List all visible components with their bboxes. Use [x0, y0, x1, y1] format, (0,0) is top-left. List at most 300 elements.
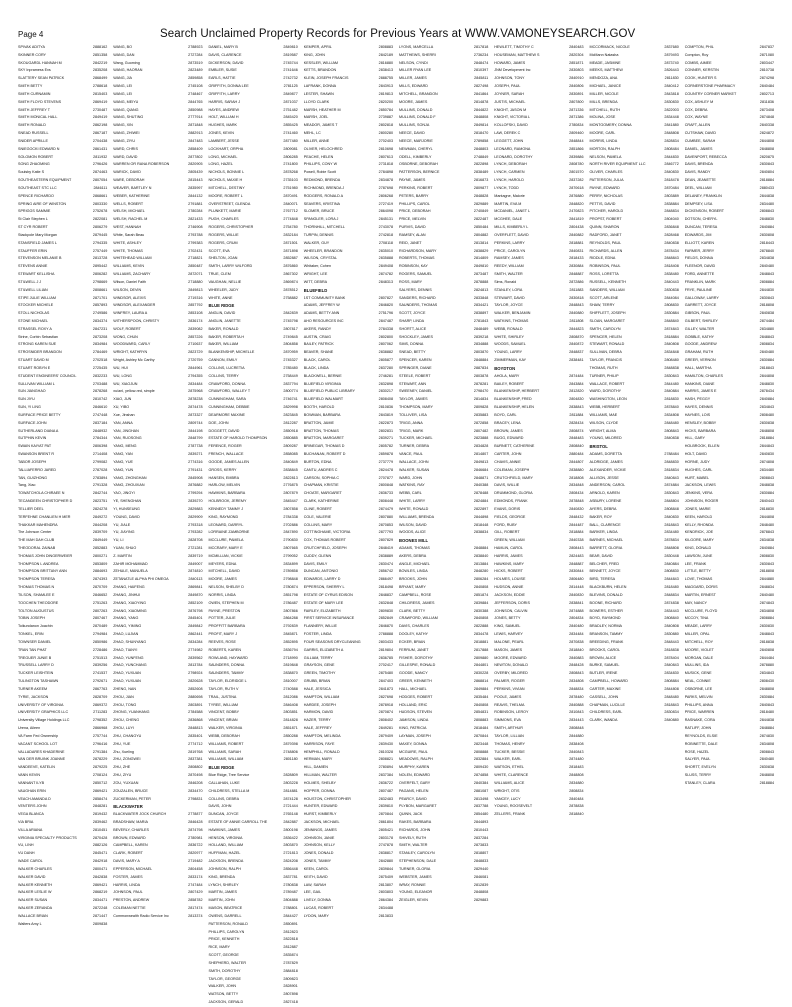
property-record [113, 670, 204, 678]
owner-name: VIRGINIA SPECIALTY PRODUCTS [18, 835, 77, 840]
owner-name: VAUGHAN, NELLIE [208, 279, 242, 284]
record-id: 2847483 [188, 138, 203, 143]
record-id: 2728486 [92, 647, 108, 652]
record-id: 2864288 [283, 616, 298, 621]
owner-name: ZHOU, JIAN [113, 694, 134, 699]
property-record [113, 107, 204, 115]
record-id: 2857792 [188, 303, 203, 308]
property-record [590, 686, 681, 694]
property-record [18, 451, 109, 459]
owner-name: BAILEY, ROBERT [494, 381, 525, 386]
owner-name: REAVIS, THELMA [494, 702, 525, 707]
property-record [304, 514, 395, 522]
owner-name: PURVIS, DAVID [399, 225, 426, 230]
record-id: 2808843 [569, 671, 584, 676]
record-id: 2840884 [759, 397, 774, 402]
property-record [18, 271, 109, 279]
owner-name: GARRIS, ELIZABETH A [303, 647, 344, 652]
property-record [304, 741, 395, 749]
property-record [113, 709, 204, 717]
property-record [399, 396, 490, 404]
record-id: 2874808 [759, 459, 774, 464]
record-id: 2840412 [664, 84, 679, 89]
owner-name: BAKER, WILLIAM [208, 342, 239, 347]
owner-name: ZHANG, YANG [113, 616, 139, 621]
property-record [304, 568, 395, 576]
record-id: 2848871 [473, 475, 489, 480]
record-id: 2853809 [92, 561, 108, 566]
record-id: 2878404 [664, 655, 679, 660]
property-record [18, 334, 109, 342]
property-record [18, 584, 109, 592]
record-id: 2839886 [569, 154, 584, 159]
owner-name: LAYMAN, JOSEPH [399, 733, 431, 738]
owner-name: WRIGHT, OTIS [494, 788, 520, 793]
record-id: 2840843 [569, 749, 584, 754]
owner-name: HAYES, ANDREW [208, 107, 239, 112]
owner-name: WILLIAMS, ZACHARY [113, 272, 151, 277]
owner-name: JACKSON, BRENDA [208, 859, 244, 864]
record-id: 2840830 [759, 452, 774, 457]
property-record [113, 874, 204, 882]
property-record [18, 341, 109, 349]
record-id: 2721813 [283, 851, 298, 856]
property-record [113, 75, 204, 83]
owner-name: COLLINS, LUCRETIA [208, 365, 245, 370]
property-record [18, 608, 109, 616]
owner-name: DOE, JOHN [208, 420, 229, 425]
property-record [304, 404, 395, 412]
record-id: 2834480 [759, 201, 774, 206]
property-record [209, 537, 300, 545]
owner-name: OWEN, STEPHEN M [208, 600, 244, 605]
owner-name: SANDERS, WILLIAM [589, 287, 625, 292]
property-record [399, 412, 490, 420]
record-id: 2872248 [92, 906, 108, 911]
record-id: 2735103 [283, 178, 298, 183]
record-id: 2845908 [188, 475, 203, 480]
owner-name: HENSLEY, BOBBY [684, 420, 717, 425]
record-id: 2808888 [473, 749, 489, 754]
property-record [18, 709, 109, 717]
record-id: 2819848 [283, 663, 298, 668]
property-record [685, 60, 776, 68]
owner-name: JACKSON, LEWIS [684, 483, 716, 488]
record-id: 2840480 [569, 624, 584, 629]
owner-name: ZHANG, YIMING [113, 624, 142, 629]
owner-name: JOSEPH, PAUL [494, 84, 521, 89]
property-record [209, 388, 300, 396]
owner-name: ROGERS, WILLIE [208, 232, 239, 237]
record-id: 2870959 [283, 350, 298, 355]
property-record [494, 263, 585, 271]
property-record [209, 796, 300, 804]
record-id: 2806284 [473, 577, 489, 582]
owner-name: STANLEY, CAROLYN [399, 851, 435, 856]
record-id: 2807062 [378, 342, 393, 347]
owner-name: DEARMORE MAXINE [208, 412, 245, 417]
owner-name: WHITEHEAD WILLIAM [113, 256, 152, 261]
record-id: 2834484 [188, 381, 203, 386]
property-record [113, 208, 204, 216]
property-record [113, 584, 204, 592]
record-id: 2809744 [188, 420, 203, 425]
record-id: 2748467 [188, 91, 203, 96]
owner-name: STUDENT ENGINEERS' COUNCIL [18, 373, 77, 378]
owner-name: TUCKER, MICHAEL [399, 436, 433, 441]
property-record [18, 349, 109, 357]
owner-name: JAMISON, LINDA [399, 718, 429, 723]
record-id: 2808830 [759, 553, 774, 558]
owner-name: PLYBON, MARGARET [399, 804, 437, 809]
record-id: 2840883 [569, 655, 584, 660]
property-record [685, 475, 776, 483]
owner-name: TRIGG, MARK [399, 428, 424, 433]
record-id: 2810451 [92, 827, 108, 832]
property-record [685, 107, 776, 115]
owner-name: HAMPTON, WILLIAM [303, 694, 340, 699]
property-record [113, 537, 204, 545]
owner-name: CLARK, BETTY [399, 608, 426, 613]
record-id: 2834848 [569, 483, 584, 488]
record-id: 2850891 [283, 921, 298, 926]
owner-name: Commonwealth Radio Service Inc [113, 913, 169, 918]
record-id: 2844823 [569, 326, 584, 331]
owner-name: THORNHILL, MITCHELL [303, 225, 345, 230]
record-id: 2808843 [759, 209, 774, 214]
owner-name: RICE, MARY [208, 945, 230, 950]
owner-name: HARRIS, JAMES [494, 553, 523, 558]
record-id: 2869841 [188, 585, 203, 590]
owner-name: FORD, ANNETTE [684, 272, 715, 277]
record-id: 2848804 [664, 499, 679, 504]
record-id: 2811884 [569, 412, 584, 417]
property-record [590, 310, 681, 318]
property-record [209, 897, 300, 905]
owner-name: OVERBY, MILDRED [494, 671, 528, 676]
owner-name: DELANEY, FRANKLIN [684, 193, 722, 198]
record-id: 2847403 [378, 679, 393, 684]
owner-name: WALKER DAVID [18, 874, 46, 879]
owner-name: WHITE, RONALD [399, 506, 429, 511]
record-id: 2818838 [759, 639, 774, 644]
record-id: 2834830 [664, 671, 679, 676]
property-record [209, 615, 300, 623]
record-id: 2840443 [664, 279, 679, 284]
owner-name: WOLF, ROBERT [113, 326, 141, 331]
owner-name: TALLIAFERRO JARED [18, 467, 57, 472]
property-record [113, 287, 204, 295]
owner-name: LEGGETT, JOHN [494, 138, 524, 143]
record-id: 2870491 [283, 193, 298, 198]
property-record [209, 224, 300, 232]
owner-name: BRADSHAW, MARIA [113, 819, 148, 824]
property-record [590, 60, 681, 68]
owner-name: WINDSOR, ALEXANDER [113, 303, 156, 308]
record-id: 2745327 [283, 358, 298, 363]
owner-name: CUMBEE, SARAH [684, 138, 716, 143]
record-id: 2812887 [283, 945, 298, 950]
owner-name: MENDOZA, ANA [589, 76, 618, 81]
owner-name: WILLIAMS, SARAH [208, 749, 241, 754]
record-id: 2818881 [569, 240, 584, 245]
owner-name: BOONE, RICHARD [589, 600, 622, 605]
property-record [590, 67, 681, 75]
owner-name: PATTERSON, JULIA [589, 178, 624, 183]
property-record [399, 670, 490, 678]
property-record [494, 146, 585, 154]
owner-name: Mantagne, Malorie [494, 193, 525, 198]
record-id: 2818884 [569, 530, 584, 535]
property-record [685, 271, 776, 279]
property-record [399, 827, 490, 835]
owner-name: BROWN, ALICE [589, 655, 617, 660]
owner-name: HILLMAN, WALTER [303, 773, 337, 778]
property-record [685, 318, 776, 326]
record-id: 2714408 [92, 452, 108, 457]
owner-name: FIRST SERVICE INSURANCE [303, 616, 355, 621]
owner-name: The Johnson Center [18, 530, 52, 535]
record-id: 2799052 [283, 553, 298, 558]
record-id: 2841819 [569, 217, 584, 222]
owner-name: PLUNKETT, MARIE [208, 209, 242, 214]
record-id: 2844765 [188, 99, 203, 104]
owner-name: VANDEEVE, KATELIN [18, 765, 55, 770]
owner-name: CUNNINGHAM, SARA [208, 397, 246, 402]
owner-name: BROWN, JAMES [494, 428, 523, 433]
property-record [304, 263, 395, 271]
record-id: 2810443 [473, 827, 489, 832]
owner-name: SEAVERS, KRISTINA [303, 201, 340, 206]
property-record [304, 334, 395, 342]
owner-name: SAUNDERS, THOMAS [399, 303, 438, 308]
owner-name: KOLLOFSKI, DAVID [494, 123, 528, 128]
owner-name: WARE, DEBORAH [113, 178, 145, 183]
property-record [209, 678, 300, 686]
owner-name: FIELDS, DONNA [684, 256, 714, 261]
owner-name: BLANKENSHIP, HERBERT [494, 389, 540, 394]
owner-name: YANG, YAN [113, 452, 133, 457]
record-id: 2819432 [92, 812, 108, 817]
owner-name: NORRIS, LINDA [208, 592, 236, 597]
owner-name: ROWLAND, HAYWARD [208, 655, 248, 660]
record-id: 2785480 [283, 365, 298, 370]
record-id: 2832483 [378, 796, 393, 801]
property-record [18, 357, 109, 365]
property-record [685, 725, 776, 733]
owner-name: GILLESPIE, RONALD [399, 663, 436, 668]
property-record [113, 122, 204, 130]
owner-name: WHITE, THOMAS [113, 248, 143, 253]
property-record [399, 420, 490, 428]
record-id: 2848834 [759, 585, 774, 590]
property-record [399, 475, 490, 483]
owner-name: MALONE, PEARL [494, 639, 524, 644]
record-id: 2834880 [759, 326, 774, 331]
record-id: 2848803 [473, 146, 489, 151]
property-record [304, 608, 395, 616]
property-record [399, 44, 490, 52]
owner-name: STEWART, RONALD [589, 342, 625, 347]
record-id: 2850988 [188, 107, 203, 112]
listing-column [18, 44, 109, 926]
property-record [209, 240, 300, 248]
property-record [685, 404, 776, 412]
owner-name: ZOUZALEN, BRUCE [113, 788, 148, 793]
owner-name: SUN JIYU [18, 397, 35, 402]
owner-name: HEWLETT, TIMOTHY C [494, 45, 534, 49]
record-id: 2702886 [283, 522, 298, 527]
owner-name: SHIFFLETT, JOSEPH [589, 311, 626, 316]
record-id: 2866968 [92, 726, 108, 731]
record-id: 2847231 [92, 326, 108, 331]
property-record [590, 475, 681, 483]
owner-name: MARTIN, JOHN [208, 898, 235, 903]
property-record [304, 295, 395, 303]
owner-name: KESSLER, WILLIAM [303, 60, 338, 65]
owner-name: BLUEFIELD VIRGINIA [303, 381, 342, 386]
record-id: 2818830 [664, 397, 679, 402]
property-record [494, 396, 585, 404]
property-record [18, 482, 109, 490]
record-id: 2837384 [378, 773, 393, 778]
property-record [209, 694, 300, 702]
property-record [590, 623, 681, 631]
record-id: 2830818 [569, 295, 584, 300]
owner-name: SNIDER APRILLE [18, 138, 48, 143]
property-record [494, 216, 585, 224]
owner-name: WANG, ZIYU [113, 138, 136, 143]
property-record [113, 138, 204, 146]
property-record [304, 545, 395, 553]
record-id: 2850487 [188, 264, 203, 269]
owner-name: COLEMAN, JOSEPH [494, 467, 530, 472]
owner-name: TOOCHEN THEODORE [18, 600, 59, 605]
property-record [18, 842, 109, 850]
property-record [685, 647, 776, 655]
record-id: 2747484 [188, 882, 203, 887]
property-record [304, 279, 395, 287]
property-record [304, 796, 395, 804]
record-id: 2830803 [569, 68, 584, 73]
owner-name: MITCHELL, RUTH [589, 107, 621, 112]
property-record [18, 302, 109, 310]
property-record [18, 811, 109, 819]
record-id: 2822818 [283, 937, 298, 942]
record-id: 2841880 [664, 123, 679, 128]
record-id: 2835888 [378, 256, 393, 261]
property-record [304, 435, 395, 443]
record-id: 2808430 [759, 679, 774, 684]
owner-name: MEADE, LARRY [684, 624, 713, 629]
property-record [304, 561, 395, 569]
record-id: 2878840 [664, 405, 679, 410]
owner-name: DAVIS, RANDY [684, 170, 711, 175]
record-id: 2830884 [759, 358, 774, 363]
owner-name: BEAR, DAVID [589, 553, 613, 558]
owner-name: JACKSON, GERALD [208, 1000, 244, 1005]
owner-name: BENNETT, JOYCE [589, 569, 621, 574]
property-record [18, 897, 109, 905]
owner-name: RICHARDSON, MARY [399, 248, 437, 253]
property-record [209, 944, 300, 952]
owner-name: WEBB, CARL [399, 491, 422, 496]
owner-name: VANN KEVIN [18, 773, 41, 778]
owner-name: YANCEY, LUCY [494, 796, 521, 801]
property-record [209, 717, 300, 725]
record-id: 2859858 [188, 76, 203, 81]
property-record [209, 506, 300, 514]
owner-name: WARD, DOROTHY [589, 389, 622, 394]
record-id: 2816873 [473, 178, 489, 183]
owner-name: VU DANH [18, 851, 35, 856]
record-id: 2846870 [378, 624, 393, 629]
owner-name: LEONARD, RAMONA [494, 146, 531, 151]
record-id: 2818843 [664, 702, 679, 707]
property-record [494, 161, 585, 169]
record-id: 2818808 [759, 303, 774, 308]
record-id: 2840808 [473, 585, 489, 590]
owner-name: BROOKS, CAROL [589, 647, 621, 652]
record-id: 2807263 [92, 608, 108, 613]
record-id: 2848884 [759, 726, 774, 731]
owner-name: STEELE, ROBERT [399, 373, 431, 378]
property-record [590, 83, 681, 91]
property-record [113, 749, 204, 757]
property-record [209, 318, 300, 326]
property-record [685, 334, 776, 342]
property-record [590, 428, 681, 436]
owner-name: STEPHENSON, DALE [399, 859, 437, 864]
record-id: 2808883 [473, 718, 489, 723]
owner-name: TUCKER LEISHTEIN [18, 671, 54, 676]
owner-name: COX, THOMAS ROBERT [303, 538, 346, 543]
record-id: 2838480 [664, 272, 679, 277]
record-id: 2848884 [473, 358, 489, 363]
property-record [113, 161, 204, 169]
property-record [685, 741, 776, 749]
property-record [590, 138, 681, 146]
owner-name: JOHNSON, CALVIN [494, 608, 528, 613]
owner-name: TURNER, PHILIP [589, 373, 619, 378]
property-record [685, 717, 776, 725]
record-id: 2848843 [759, 334, 774, 339]
property-record [209, 83, 300, 91]
record-id: 2834484 [569, 632, 584, 637]
owner-name: RICHARDS, ALLEN [589, 248, 623, 253]
owner-name: OWENS, DARRELL [208, 913, 242, 918]
owner-name: VENTERS JOHN [18, 804, 47, 809]
owner-name: GILLIAM, TERRY [303, 655, 333, 660]
owner-name: VALLADARES KHADERINE [18, 749, 65, 754]
property-record [209, 287, 300, 295]
property-record [685, 568, 776, 576]
owner-name: WRIGHT, LEE [303, 272, 328, 277]
owner-name: MITCHELL, BRANDON [399, 91, 438, 96]
property-record [209, 976, 300, 984]
property-record [209, 232, 300, 240]
property-record [113, 506, 204, 514]
owner-name: Xue, Jinshan [113, 412, 135, 417]
owner-name: KING, DONALD [684, 546, 712, 550]
owner-name: MUSICK, GENE [684, 671, 712, 676]
owner-name: SLOMER, BRUCE [303, 209, 335, 214]
owner-name: MULLINS, DONALD [399, 107, 433, 112]
owner-name: VAN DER BRUINK JOANNE [18, 757, 66, 762]
record-id: 2839271 [378, 436, 393, 441]
property-record [209, 279, 300, 287]
property-record [304, 647, 395, 655]
